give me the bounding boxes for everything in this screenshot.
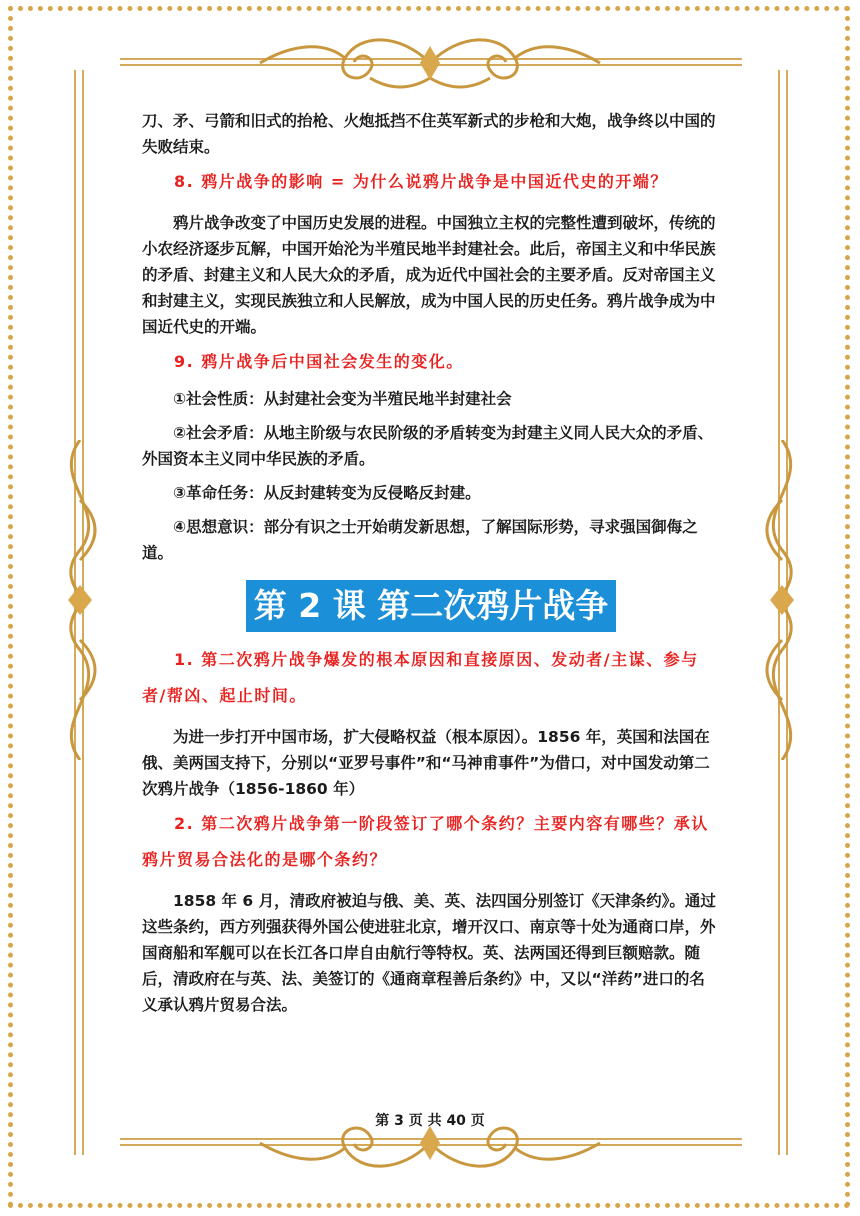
question-9-heading: 9. 鸦片战争后中国社会发生的变化。 <box>174 352 464 371</box>
question-8-heading: 8. 鸦片战争的影响 = 为什么说鸦片战争是中国近代史的开端？ <box>174 172 668 191</box>
question-9-item-4: ④思想意识：部分有识之士开始萌发新思想，了解国际形势，寻求强国御侮之道。 <box>142 518 698 562</box>
lesson2-question-1-answer: 为进一步打开中国市场，扩大侵略权益（根本原因）。1856 年，英国和法国在俄、美两国支持下，分别以“亚罗号事件”和“马神甫事件”为借口，对中国发动第二次鸦片战争（1856-1860 年） <box>142 728 710 798</box>
question-9-item-1: ①社会性质：从封建社会变为半殖民地半封建社会 <box>173 390 512 408</box>
lesson2-question-2-heading: 2. 第二次鸦片战争第一阶段签订了哪个条约？主要内容有哪些？承认鸦片贸易合法化的是哪个条约？ <box>142 814 709 869</box>
page-number-footer: 第 3 页 共 40 页 <box>375 1113 485 1129</box>
lesson-title-wrap <box>142 580 720 632</box>
left-flourish-ornament <box>40 440 120 760</box>
lesson2-question-1-heading: 1. 第二次鸦片战争爆发的根本原因和直接原因、发动者/主谋、参与者/帮凶、起止时间。 <box>142 650 699 705</box>
right-flourish-ornament <box>742 440 822 760</box>
lesson2-question-2-answer: 1858 年 6 月，清政府被迫与俄、美、英、法四国分别签订《天津条约》。通过这些条约，西方列强获得外国公使进驻北京，增开汉口、南京等十处为通商口岸，外国商船和军舰可以在长江各口岸自由航行等特权。英、法两国还得到巨额赔款。随后，清政府在与英、法、美签订的《通商章程善后条约》中，又以“洋药”进口的名义承认鸦片贸易合法。 <box>142 892 716 1014</box>
question-9-item-2: ②社会矛盾：从地主阶级与农民阶级的矛盾转变为封建主义同人民大众的矛盾、外国资本主义同中华民族的矛盾。 <box>142 424 714 468</box>
question-8-answer: 鸦片战争改变了中国历史发展的进程。中国独立主权的完整性遭到破坏，传统的小农经济逐步瓦解，中国开始沦为半殖民地半封建社会。此后，帝国主义和中华民族的矛盾、封建主义和人民大众的矛盾，成为近代中国社会的主要矛盾。反对帝国主义和封建主义，实现民族独立和人民解放，成为中国人民的历史任务。鸦片战争成为中国近代史的开端。 <box>142 214 716 336</box>
lesson-title: 第 2 课 第二次鸦片战争 <box>246 580 616 632</box>
continuation-paragraph: 刀、矛、弓箭和旧式的抬枪、火炮抵挡不住英军新式的步枪和大炮，战争终以中国的失败结束。 <box>142 112 716 156</box>
question-9-item-3: ③革命任务：从反封建转变为反侵略反封建。 <box>173 484 481 502</box>
top-flourish-ornament <box>250 28 610 98</box>
page-content <box>142 108 720 1018</box>
